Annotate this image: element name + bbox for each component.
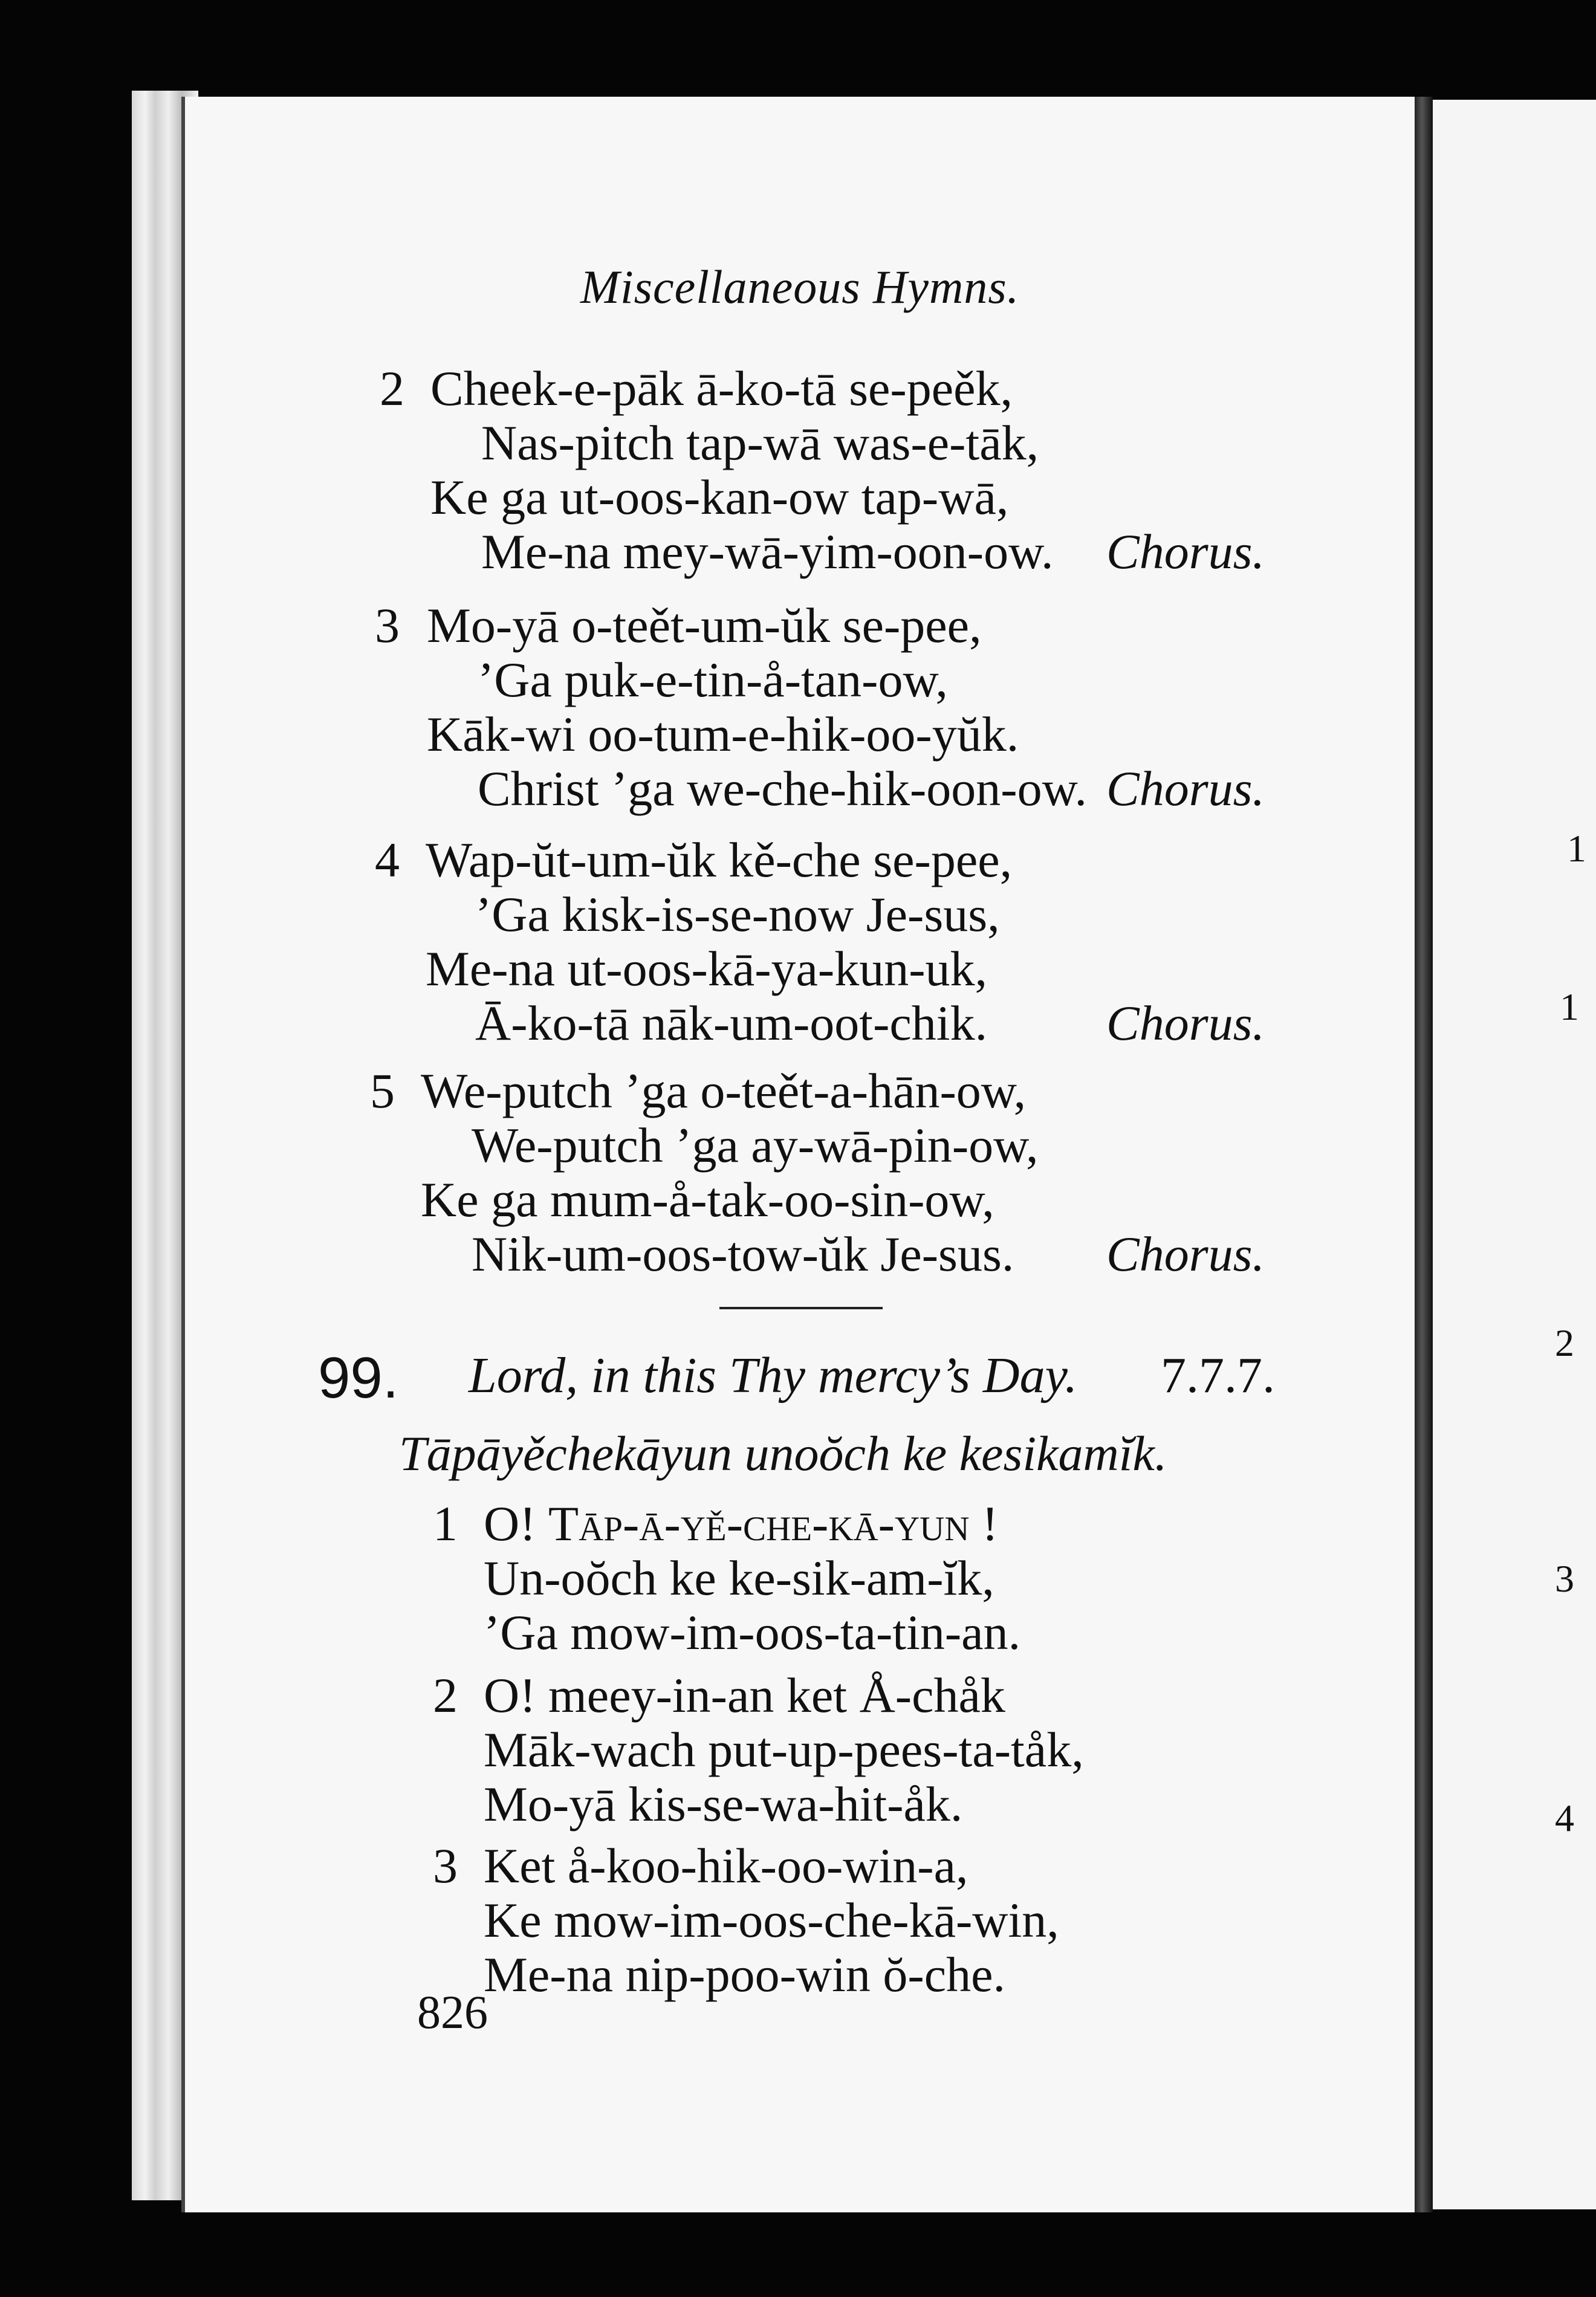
page-gutter [1415, 97, 1433, 2212]
running-head: Miscellaneous Hymns. [580, 261, 1020, 313]
verse-line: Ket å-koo-hik-oo-win-a, [484, 1838, 968, 1893]
verse-line: Christ ’ga we-che-hik-oon-ow. [478, 761, 1087, 816]
verse-number: 2 [380, 361, 404, 416]
verse-line: Nas-pitch tap-wā was-e-tāk, [481, 415, 1039, 470]
verse-number: 5 [370, 1063, 395, 1118]
verse-line: Cheek-e-pāk ā-ko-tā se-peěk, [430, 361, 1013, 416]
right-page-fragment-5: 4 [1555, 1796, 1574, 1839]
verse-line: Ke ga ut-oos-kan-ow tap-wā, [430, 470, 1009, 525]
right-page-fragment-4: 3 [1555, 1557, 1574, 1600]
verse-line-smallcaps: Tāp-ā-yě-che-kā-yun [548, 1496, 970, 1551]
chorus-mark: Chorus. [1106, 524, 1265, 579]
chorus-mark: Chorus. [1106, 996, 1265, 1051]
verse-line: Māk-wach put-up-pees-ta-tåk, [484, 1722, 1084, 1777]
verse-line: Mo-yā kis-se-wa-hit-åk. [484, 1777, 963, 1832]
right-page-fragment-3: 2 [1555, 1321, 1574, 1364]
verse-line: Kāk-wi oo-tum-e-hik-oo-yŭk. [427, 707, 1019, 762]
verse-line: Ke ga mum-å-tak-oo-sin-ow, [421, 1172, 994, 1227]
verse-number: 4 [375, 832, 400, 887]
verse-number: 3 [375, 598, 400, 653]
verse-line: Me-na nip-poo-win ŏ-che. [484, 1947, 1006, 2002]
verse-line: O! meey-in-an ket Å-chåk [484, 1668, 1005, 1723]
right-page-fragment-2: 1 [1560, 985, 1579, 1028]
verse-line: We-putch ’ga ay-wā-pin-ow, [472, 1118, 1039, 1173]
verse-line: ’Ga puk-e-tin-å-tan-ow, [478, 652, 948, 707]
verse-line-first [484, 1496, 999, 1551]
verse-line-suffix: ! [969, 1496, 999, 1551]
verse-number: 2 [433, 1668, 458, 1723]
verse-line: Ke mow-im-oos-che-kā-win, [484, 1893, 1059, 1948]
verse-line: Un-oŏch ke ke-sik-am-ĭk, [484, 1550, 994, 1605]
verse-line: Ā-ko-tā nāk-um-oot-chik. [475, 996, 988, 1051]
section-divider [719, 1307, 883, 1309]
verse-line: Wap-ŭt-um-ŭk kě-che se-pee, [426, 832, 1013, 887]
right-page-fragment-1: 1 [1567, 827, 1586, 870]
hymn-subtitle: Tāpāyěchekāyun unoŏch ke kesikamĭk. [399, 1426, 1167, 1481]
right-page-edge [1433, 100, 1596, 2209]
hymn-number: 99. [318, 1346, 399, 1410]
chorus-mark: Chorus. [1106, 761, 1265, 816]
page-number: 826 [417, 1986, 488, 2038]
chorus-mark: Chorus. [1106, 1226, 1265, 1281]
verse-number: 1 [433, 1496, 458, 1551]
hymn-meter: 7.7.7. [1161, 1347, 1275, 1404]
verse-line-prefix: O! [484, 1496, 549, 1551]
verse-line: Nik-um-oos-tow-ŭk Je-sus. [472, 1226, 1014, 1281]
verse-number: 3 [433, 1838, 458, 1893]
verse-line: Me-na mey-wā-yim-oon-ow. [481, 524, 1054, 579]
verse-line: We-putch ’ga o-teět-a-hān-ow, [421, 1063, 1027, 1118]
verse-line: Mo-yā o-teět-um-ŭk se-pee, [427, 598, 982, 653]
verse-line: ’Ga mow-im-oos-ta-tin-an. [484, 1605, 1021, 1660]
hymn-title: Lord, in this Thy mercy’s Day. [469, 1347, 1078, 1404]
verse-line: ’Ga kisk-is-se-now Je-sus, [475, 887, 1000, 942]
verse-line: Me-na ut-oos-kā-ya-kun-uk, [426, 941, 988, 996]
